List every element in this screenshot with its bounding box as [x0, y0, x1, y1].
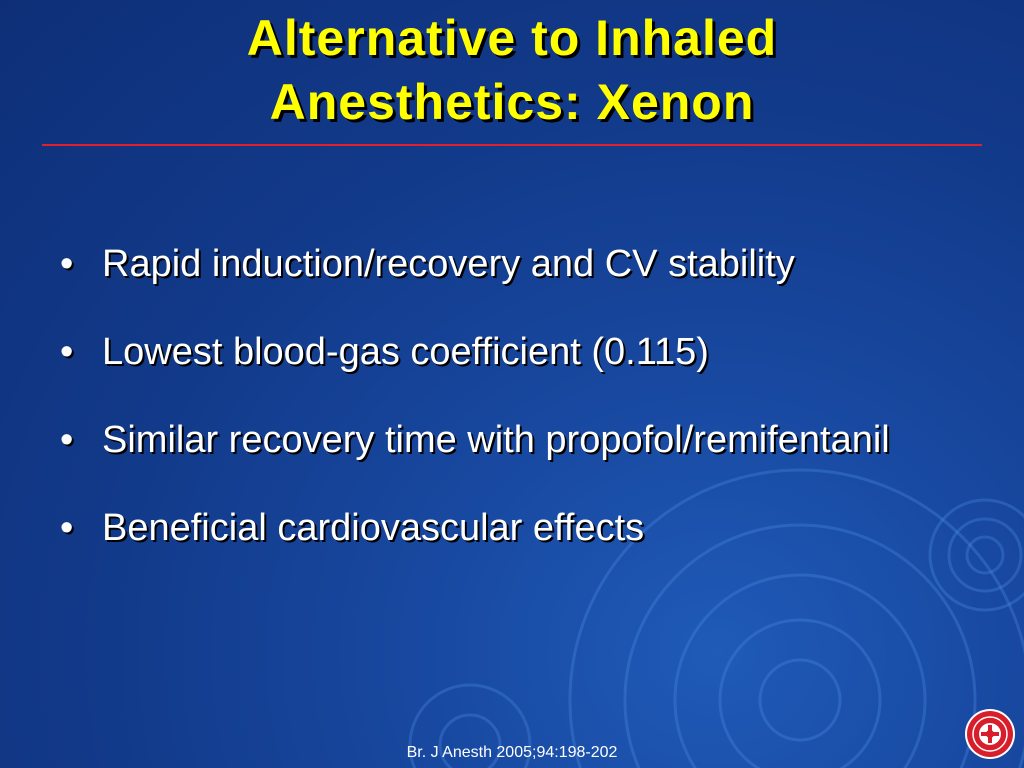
bullet-list	[60, 238, 980, 590]
title-line-2: Anesthetics: Xenon	[269, 74, 755, 130]
title-divider	[42, 144, 982, 146]
title-line-1: Alternative to Inhaled	[246, 10, 778, 66]
bullet-item	[60, 238, 980, 290]
bullet-text: Similar recovery time with propofol/remifentanil	[102, 419, 890, 461]
bullet-text: Rapid induction/recovery and CV stability	[102, 243, 795, 285]
society-seal-icon	[964, 708, 1016, 760]
bullet-text: Lowest blood-gas coefficient (0.115)	[102, 331, 709, 373]
bullet-item	[60, 414, 980, 466]
bullet-text: Beneficial cardiovascular effects	[102, 507, 645, 549]
slide-title	[0, 6, 1024, 134]
bullet-marker: •	[60, 507, 74, 549]
bullet-marker: •	[60, 243, 74, 285]
bullet-item	[60, 502, 980, 554]
bullet-item	[60, 326, 980, 378]
citation: Br. J Anesth 2005;94:198-202	[406, 744, 618, 761]
bullet-marker: •	[60, 419, 74, 461]
bullet-marker: •	[60, 331, 74, 373]
